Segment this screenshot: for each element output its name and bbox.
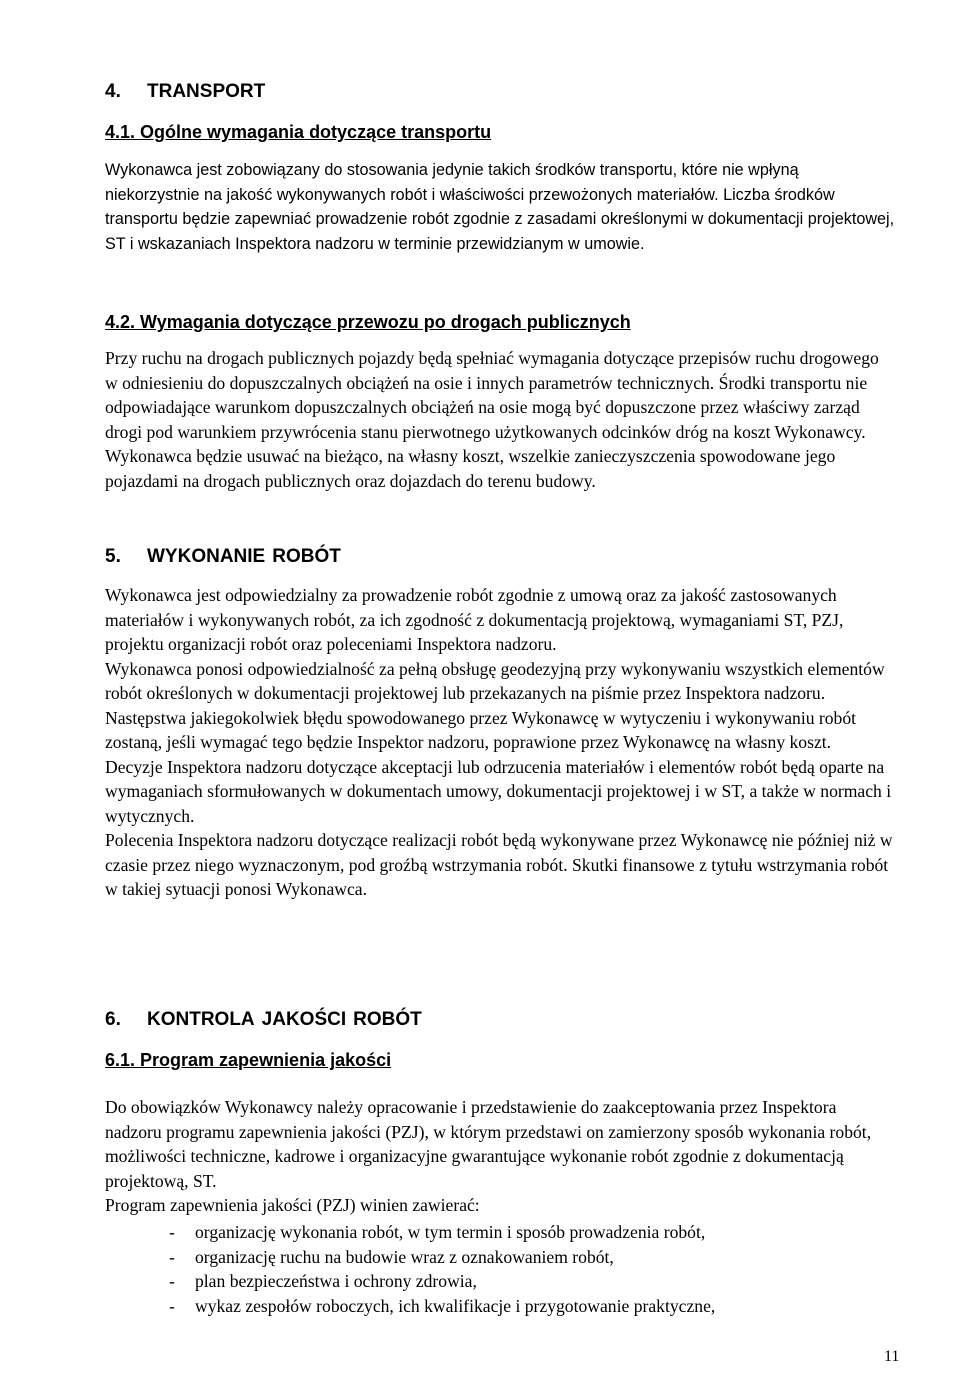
section-4-1-heading: 4.1. Ogólne wymagania dotyczące transportu	[105, 122, 492, 142]
section-4-2-paragraph: Przy ruchu na drogach publicznych pojazdy będą spełniać wymagania dotyczące przepisów ruchu drogowego w odniesieniu do dopuszczalnych obciążeń na osie i innych parametrów technicznych. Środki transportu nie odpowiadające warunkom dopuszczalnych obciążeń na osie mogą być dopuszczone przez właściwy zarząd drogi pod warunkiem przywrócenia stanu pierwotnego użytkowanych odcinków dróg na koszt Wykonawcy. Wykonawca będzie usuwać na bieżąco, na własny koszt, wszelkie zanieczyszczenia spowodowane jego pojazdami na drogach publicznych oraz dojazdach do terenu budowy.	[105, 348, 879, 491]
section-title: TRANSPORT	[147, 81, 266, 102]
list-item-text: organizację wykonania robót, w tym termin i sposób prowadzenia robót,	[195, 1222, 706, 1242]
section-5-heading	[105, 545, 341, 569]
section-number: 5.	[105, 546, 121, 567]
section-title-part: ROBÓT	[353, 1009, 422, 1030]
list-item: - plan bezpieczeństwa i ochrony zdrowia,	[169, 1271, 477, 1292]
section-number: 6.	[105, 1009, 121, 1030]
section-number: 4.	[105, 81, 121, 102]
section-6-heading	[105, 1008, 422, 1032]
list-item-text: wykaz zespołów roboczych, ich kwalifikacje i przygotowanie praktyczne,	[195, 1295, 716, 1316]
section-4-2-heading: 4.2. Wymagania dotyczące przewozu po drogach publicznych	[105, 312, 631, 332]
section-title-part: KONTROLA	[147, 1009, 255, 1030]
section-title-part: JAKOŚCI	[261, 1009, 347, 1030]
section-6-1-heading: 6.1. Program zapewnienia jakości	[105, 1050, 392, 1070]
list-item: - wykaz zespołów roboczych, ich kwalifikacje i przygotowanie praktyczne,	[169, 1295, 716, 1316]
section-6-1-paragraph: Do obowiązków Wykonawcy należy opracowanie i przedstawienie do zaakceptowania przez Inspektora nadzoru programu zapewnienia jakości (PZJ), w którym przedstawi on zamierzony sposób wykonania robót, możliwości techniczne, kadrowe i organizacyjne gwarantujące wykonanie robót zgodnie z dokumentacją projektową, ST. Program zapewnienia jakości (PZJ) winien zawierać:	[105, 1097, 872, 1215]
section-title-part: WYKONANIE	[147, 546, 266, 567]
section-4-1-paragraph: Wykonawca jest zobowiązany do stosowania jedynie takich środków transportu, które nie wpłyną niekorzystnie na jakość wykonywanych robót i właściwości przewożonych materiałów. Liczba środków transportu będzie zapewniać prowadzenie robót zgodnie z zasadami określonymi w dokumentacji projektowej, ST i wskazaniach Inspektora nadzoru w terminie przewidzianym w umowie.	[105, 161, 895, 253]
list-item: - organizację ruchu na budowie wraz z oznakowaniem robót,	[169, 1246, 614, 1267]
section-5-paragraph: Wykonawca jest odpowiedzialny za prowadzenie robót zgodnie z umową oraz za jakość zastosowanych materiałów i wykonywanych robót, za ich zgodność z dokumentacją projektową, wymaganiami ST, PZJ, projektu organizacji robót oraz poleceniami Inspektora nadzoru. Wykonawca ponosi odpowiedzialność za pełną obsługę geodezyjną przy wykonywaniu wszystkich elementów robót określonych w dokumentacji projektowej lub przekazanych na piśmie przez Inspektora nadzoru. Następstwa jakiegokolwiek błędu spowodowanego przez Wykonawcę w wytyczeniu i wykonywaniu robót zostaną, jeśli wymagać tego będzie Inspektor nadzoru, poprawione przez Wykonawcę na własny koszt. Decyzje Inspektora nadzoru dotyczące akceptacji lub odrzucenia materiałów i elementów robót będą oparte na wymaganiach sformułowanych w dokumentach umowy, dokumentacji projektowej i w ST, a także w normach i wytycznych. Polecenia Inspektora nadzoru dotyczące realizacji robót będą wykonywane przez Wykonawcę nie później niż w czasie przez niego wyznaczonym, pod groźbą wstrzymania robót. Skutki finansowe z tytułu wstrzymania robót w takiej sytuacji ponosi Wykonawca.	[105, 585, 893, 899]
page-number: 11	[884, 1348, 900, 1365]
list-item-text: plan bezpieczeństwa i ochrony zdrowia,	[195, 1271, 477, 1292]
pzj-requirements-list	[105, 1220, 715, 1318]
list-item: - organizację wykonania robót, w tym termin i sposób prowadzenia robót,	[169, 1222, 706, 1242]
list-item-text: organizację ruchu na budowie wraz z oznakowaniem robót,	[195, 1246, 614, 1267]
section-title-part: ROBÓT	[272, 546, 341, 567]
section-4-heading	[105, 80, 265, 104]
